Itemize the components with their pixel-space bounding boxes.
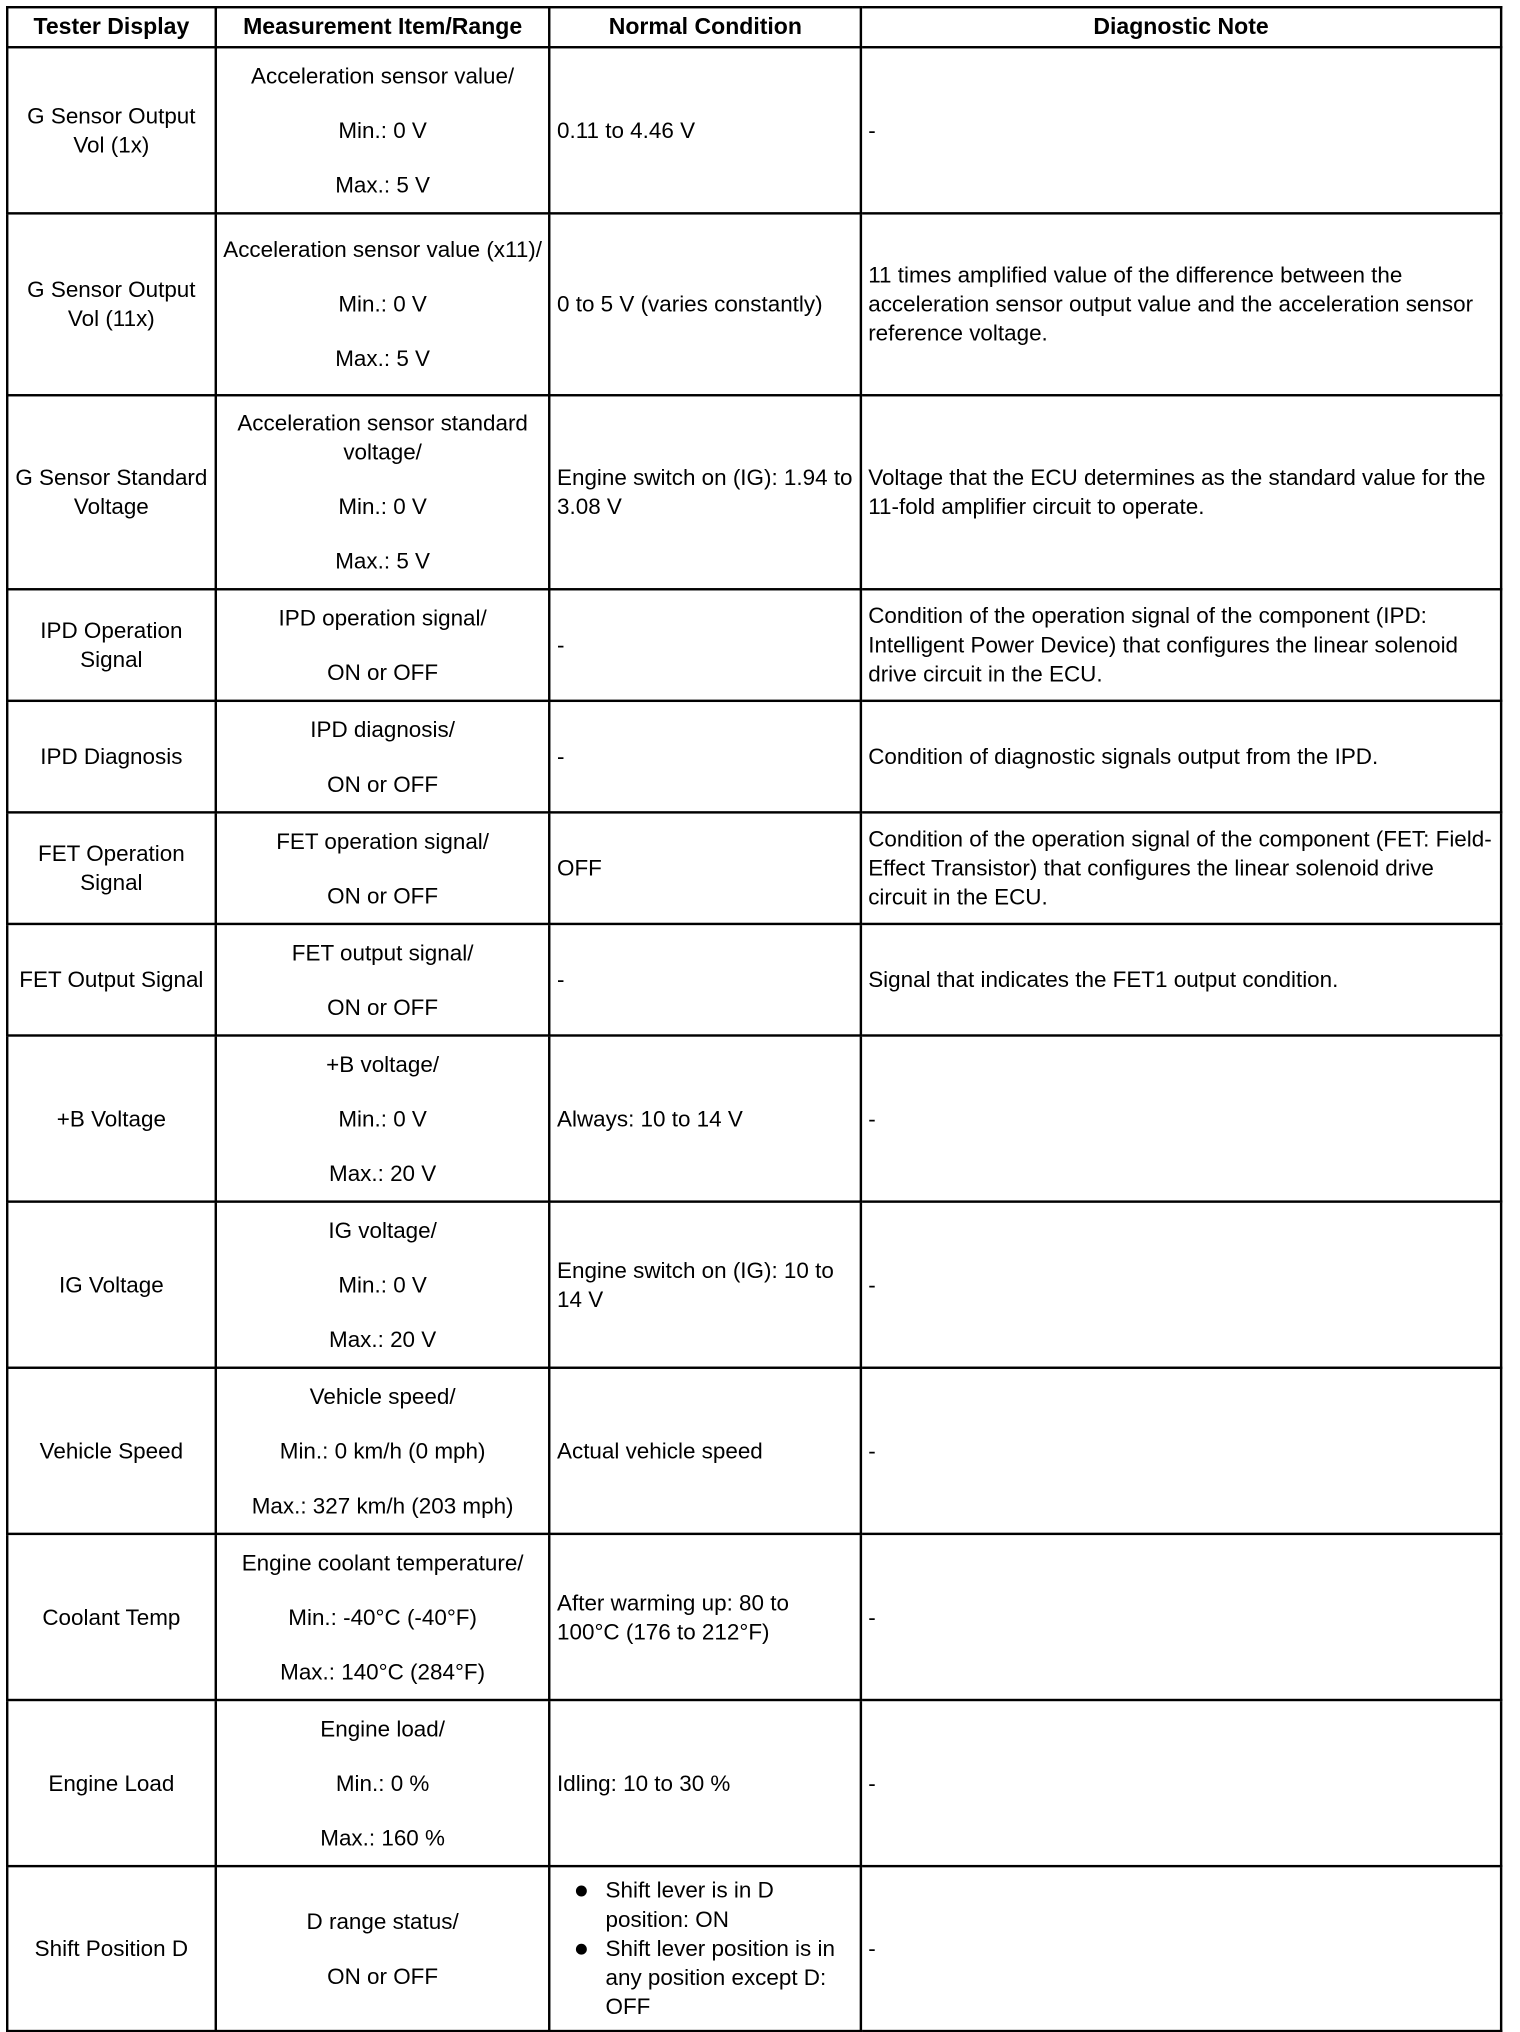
normal-condition-cell: -	[550, 589, 861, 701]
measurement-max: Max.: 20 V	[329, 1160, 437, 1186]
measurement-max: Max.: 140°C (284°F)	[280, 1658, 486, 1685]
table-row	[7, 701, 1501, 813]
diagnostic-note-cell: -	[861, 1534, 1501, 1700]
normal-condition-cell: 0 to 5 V (varies constantly)	[550, 213, 861, 395]
measurement-max: Max.: 327 km/h (203 mph)	[251, 1492, 514, 1519]
tester-display-cell: Vehicle Speed	[7, 1368, 215, 1534]
tester-display-cell: Coolant Temp	[7, 1534, 215, 1700]
measurement-item: D range status/	[306, 1908, 459, 1935]
table-row	[7, 213, 1501, 395]
header-tester-display: Tester Display	[7, 7, 215, 47]
bullet-item: Shift lever position is in any position except D: OFF	[557, 1934, 854, 2021]
measurement-item: FET output signal/	[291, 939, 474, 966]
measurement-range: ON or OFF	[327, 1963, 439, 1989]
diagnostic-note-cell: -	[861, 47, 1501, 213]
header-measurement-item: Measurement Item/Range	[216, 7, 550, 47]
diagnostic-note-cell: -	[861, 1202, 1501, 1368]
measurement-min: Min.: 0 km/h (0 mph)	[279, 1438, 486, 1464]
diagnostic-note-cell: -	[861, 1866, 1501, 2031]
measurement-range: ON or OFF	[327, 994, 439, 1020]
tester-display-cell: IPD Diagnosis	[7, 701, 215, 813]
diagnostic-note-cell: Condition of diagnostic signals output from the IPD.	[861, 701, 1501, 813]
measurement-item: IPD diagnosis/	[310, 716, 455, 743]
diagnostic-note-cell: Voltage that the ECU determines as the standard value for the 11-fold amplifier circuit to operate.	[861, 395, 1501, 589]
measurement-min: Min.: 0 V	[338, 493, 427, 519]
measurement-item: Acceleration sensor standard voltage/	[237, 409, 528, 465]
tester-display-cell: FET Operation Signal	[7, 812, 215, 924]
tester-display-cell: Shift Position D	[7, 1866, 215, 2031]
table-row	[7, 47, 1501, 213]
measurement-cell	[216, 1202, 550, 1368]
measurement-cell	[216, 1866, 550, 2031]
table-row	[7, 589, 1501, 701]
table-row	[7, 1202, 1501, 1368]
measurement-min: Min.: -40°C (-40°F)	[288, 1604, 477, 1630]
measurement-item: IPD operation signal/	[278, 605, 487, 631]
tester-display-cell: G Sensor Output Vol (1x)	[7, 47, 215, 213]
measurement-min: Min.: 0 V	[338, 1271, 427, 1298]
header-row	[7, 7, 1501, 47]
table-row	[7, 1368, 1501, 1534]
measurement-item: Engine coolant temperature/	[241, 1549, 524, 1576]
data-list-table	[6, 6, 1502, 2032]
table-row	[7, 1866, 1501, 2031]
table-row	[7, 1700, 1501, 1866]
measurement-max: Max.: 5 V	[335, 548, 430, 574]
measurement-item: FET operation signal/	[276, 828, 490, 854]
tester-display-cell: IG Voltage	[7, 1202, 215, 1368]
diagnostic-note-cell: Signal that indicates the FET1 output condition.	[861, 924, 1501, 1036]
measurement-cell	[216, 812, 550, 924]
table-row	[7, 924, 1501, 1036]
measurement-max: Max.: 5 V	[335, 345, 430, 371]
normal-condition-cell: 0.11 to 4.46 V	[550, 47, 861, 213]
measurement-cell	[216, 924, 550, 1036]
measurement-item: IG voltage/	[328, 1217, 437, 1243]
measurement-max: Max.: 20 V	[329, 1326, 437, 1352]
measurement-max: Max.: 160 %	[320, 1824, 445, 1851]
normal-condition-cell: Always: 10 to 14 V	[550, 1035, 861, 1201]
diagnostic-note-cell: -	[861, 1700, 1501, 1866]
measurement-cell	[216, 1035, 550, 1201]
tester-display-cell: +B Voltage	[7, 1035, 215, 1201]
measurement-max: Max.: 5 V	[335, 172, 430, 198]
measurement-cell	[216, 589, 550, 701]
measurement-cell	[216, 213, 550, 395]
measurement-cell	[216, 1700, 550, 1866]
diagnostic-note-cell: Condition of the operation signal of the component (FET: Field-Effect Transistor) that configures the linear solenoid drive circuit in the ECU.	[861, 812, 1501, 924]
tester-display-cell: IPD Operation Signal	[7, 589, 215, 701]
table-row	[7, 1035, 1501, 1201]
diagnostic-note-cell: 11 times amplified value of the difference between the acceleration sensor output value and the acceleration sensor reference voltage.	[861, 213, 1501, 395]
diagnostic-note-cell: Condition of the operation signal of the component (IPD: Intelligent Power Device) that configures the linear solenoid drive circuit in the ECU.	[861, 589, 1501, 701]
measurement-cell	[216, 1534, 550, 1700]
measurement-range: ON or OFF	[327, 882, 439, 909]
normal-condition-cell: Engine switch on (IG): 1.94 to 3.08 V	[550, 395, 861, 589]
table-row	[7, 812, 1501, 924]
measurement-cell	[216, 47, 550, 213]
measurement-item: +B voltage/	[326, 1051, 440, 1077]
normal-condition-cell: Engine switch on (IG): 10 to 14 V	[550, 1202, 861, 1368]
normal-condition-cell: Actual vehicle speed	[550, 1368, 861, 1534]
measurement-item: Acceleration sensor value (x11)/	[223, 236, 543, 262]
normal-condition-cell: After warming up: 80 to 100°C (176 to 212°F)	[550, 1534, 861, 1700]
measurement-item: Engine load/	[320, 1715, 445, 1742]
measurement-range: ON or OFF	[327, 771, 439, 797]
diagnostic-note-cell: -	[861, 1368, 1501, 1534]
measurement-cell	[216, 1368, 550, 1534]
normal-condition-cell: -	[550, 924, 861, 1036]
header-diagnostic-note: Diagnostic Note	[861, 7, 1501, 47]
measurement-cell	[216, 701, 550, 813]
measurement-item: Vehicle speed/	[309, 1383, 456, 1409]
measurement-min: Min.: 0 V	[338, 290, 427, 317]
tester-display-cell: FET Output Signal	[7, 924, 215, 1036]
diagnostic-note-cell: -	[861, 1035, 1501, 1201]
tester-display-cell: G Sensor Output Vol (11x)	[7, 213, 215, 395]
tester-display-cell: G Sensor Standard Voltage	[7, 395, 215, 589]
normal-condition-cell: Idling: 10 to 30 %	[550, 1700, 861, 1866]
measurement-item: Acceleration sensor value/	[251, 62, 515, 89]
normal-condition-cell: OFF	[550, 812, 861, 924]
normal-condition-cell: -	[550, 701, 861, 813]
tester-display-cell: Engine Load	[7, 1700, 215, 1866]
header-normal-condition: Normal Condition	[550, 7, 861, 47]
table-row	[7, 1534, 1501, 1700]
measurement-min: Min.: 0 %	[335, 1770, 430, 1796]
measurement-cell	[216, 395, 550, 589]
measurement-min: Min.: 0 V	[338, 1105, 427, 1132]
table-row	[7, 395, 1501, 589]
measurement-min: Min.: 0 V	[338, 117, 427, 144]
bullet-item: Shift lever is in D position: ON	[557, 1876, 854, 1934]
normal-condition-cell	[550, 1866, 861, 2031]
measurement-range: ON or OFF	[327, 659, 439, 686]
